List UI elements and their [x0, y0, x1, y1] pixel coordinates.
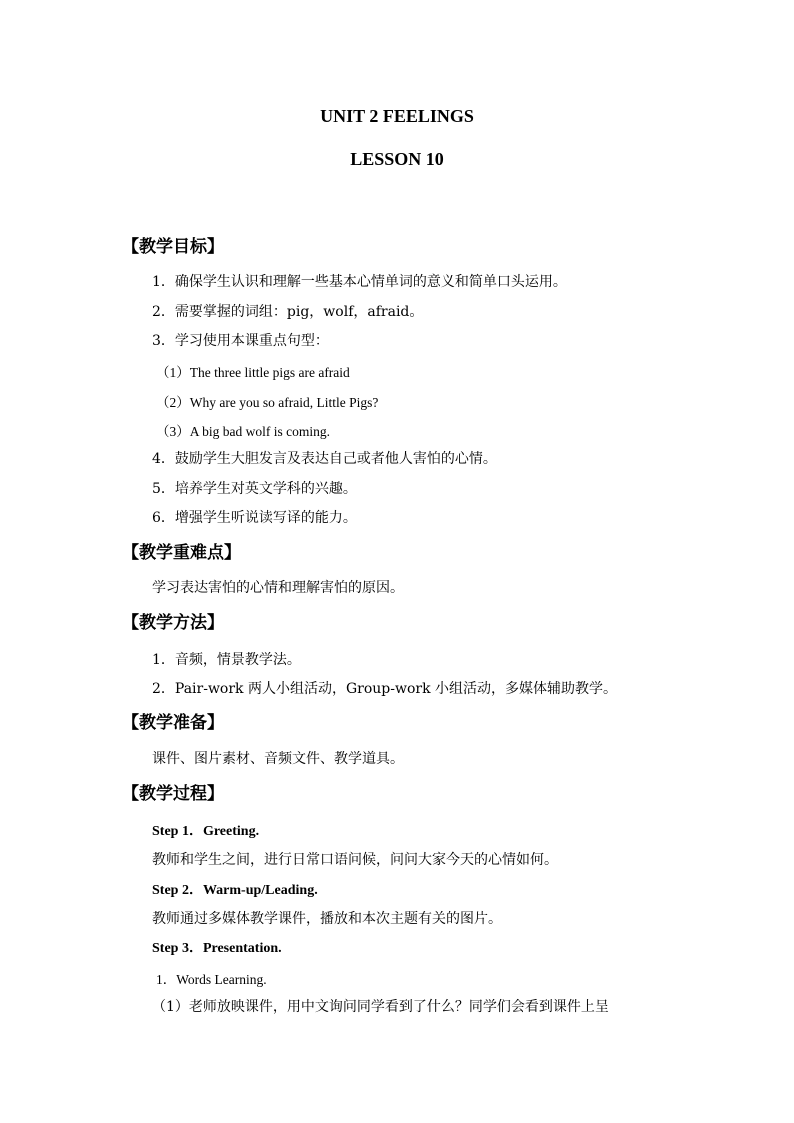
step-title: Step 2．Warm-up/Leading.: [152, 883, 318, 898]
objective-item: 6．增强学生听说读写译的能力。: [152, 510, 357, 526]
section-heading-key-points: 【教学重难点】: [122, 543, 241, 563]
key-points-text: 学习表达害怕的心情和理解害怕的原因。: [152, 580, 404, 596]
step-title: Step 1．Greeting.: [152, 824, 260, 839]
document-subtitle: LESSON 10: [350, 149, 444, 169]
objective-sentence: （1）The three little pigs are afraid: [156, 365, 350, 380]
objective-sentence: （2）Why are you so afraid, Little Pigs?: [156, 395, 379, 410]
objective-item: 3．学习使用本课重点句型：: [152, 333, 329, 349]
step-sub-item: 1．Words Learning.: [156, 972, 267, 987]
preparation-text: 课件、图片素材、音频文件、教学道具。: [152, 751, 404, 767]
section-heading-preparation: 【教学准备】: [122, 713, 224, 733]
section-heading-process: 【教学过程】: [122, 784, 224, 804]
section-heading-objectives: 【教学目标】: [122, 237, 224, 257]
section-heading-methods: 【教学方法】: [122, 613, 224, 633]
objective-item: 1．确保学生认识和理解一些基本心情单词的意义和简单口头运用。: [152, 274, 567, 290]
step-text: 教师和学生之间，进行日常口语问候，问问大家今天的心情如何。: [152, 852, 558, 868]
objective-item: 5．培养学生对英文学科的兴趣。: [152, 481, 357, 497]
method-item: 2．Pair-work 两人小组活动，Group-work 小组活动，多媒体辅助教学。: [152, 681, 618, 697]
step-title: Step 3．Presentation.: [152, 941, 282, 956]
objective-item: 4．鼓励学生大胆发言及表达自己或者他人害怕的心情。: [152, 451, 497, 467]
step-sub-item: （1）老师放映课件，用中文询问同学看到了什么？同学们会看到课件上呈: [152, 999, 609, 1015]
objective-sentence: （3）A big bad wolf is coming.: [156, 424, 330, 439]
document-title: UNIT 2 FEELINGS: [320, 106, 474, 126]
method-item: 1．音频，情景教学法。: [152, 652, 301, 668]
objective-item: 2．需要掌握的词组：pig，wolf，afraid。: [152, 304, 424, 320]
step-text: 教师通过多媒体教学课件，播放和本次主题有关的图片。: [152, 911, 502, 927]
